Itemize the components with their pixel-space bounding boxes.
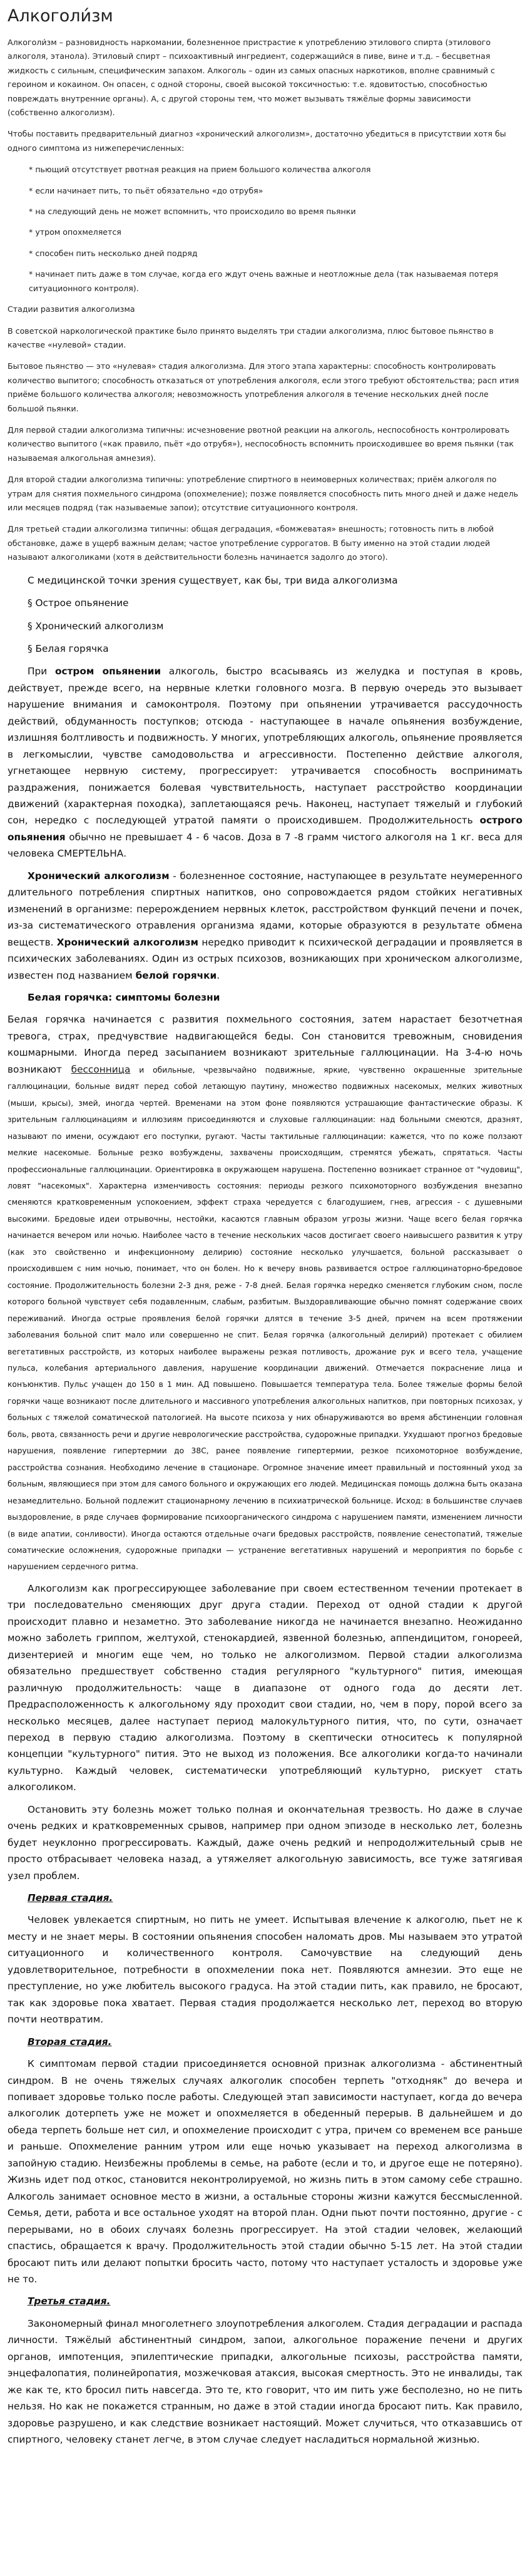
stop-paragraph: Остановить эту болезнь может только полная и окончательная трезвость. Но даже в случае очень редких и кратковременных срывов, например при одном эпизоде в несколько лет, болезнь будет неуклонно прогрессировать. Каждый, даже очень редкий и непродолжительный срыв не просто отбрасывает человека назад, а утяжеляет алкогольную зависимость, все туже затягивая узел проблем. (8, 1803, 522, 1882)
types-lead: С медицинской точки зрения существует, как бы, три вида алкоголизма (28, 574, 398, 586)
chronic-paragraph: Хронический алкоголизм - болезненное состояние, наступающее в результате неумеренного длительного потребления спиртных напитков, оно сопровождается рядом стойких негативных изменений в организме: перерождением нервных клеток, расстройством функций печени и почек, из-за систематического отравления организма ядами, которые образуются в результате обмена веществ. Хронический алкоголизм нередко приводит к психической деградации и проявляется в психических заболеваниях. Один из острых психозов, возникающих при хроническом алкоголизме, известен под названием белой горячки. (8, 870, 522, 981)
symptom-item: * пьющий отсутствует рвотная реакция на прием большого количества алкоголя (29, 165, 371, 175)
dt-heading: Белая горячка: симптомы болезни (28, 992, 220, 1004)
stages-paragraph: Для первой стадии алкоголизма типичны: исчезновение рвотной реакции на алкоголь, неспособность контролировать количество выпитого («как правило, пьёт «до отрубя»), неспособность вспомнить происходившее во время пьянки (так называемая алкогольная амнезия). (8, 425, 514, 463)
stages-paragraph: В советской наркологической практике было принято выделять три стадии алкоголизма, плюс бытовое пьянство в качестве «нулевой» стадии. (8, 326, 494, 349)
symptom-item: * на следующий день не может вспомнить, что происходило во время пьянки (29, 207, 356, 217)
types-item: § Белая горячка (28, 642, 109, 654)
main-section (8, 572, 522, 2448)
stages-paragraph: Для третьей стадии алкоголизма типичны: общая деградация, «бомжеватая» внешность; готовность пить в любой обстановке, даже в ущерб важным делам; частое употребление суррогатов. В быту именно на этой стадии людей называют алкоголиками (хотя в действительности болезнь начинается задолго до этого). (8, 524, 494, 562)
section-heading: Стадии развития алкоголизма (8, 304, 135, 314)
types-item: § Хронический алкоголизм (28, 620, 164, 632)
stage2-paragraph: К симптомам первой стадии присоединяется основной признак алкоголизма - абстинентный синдром. В не очень тяжелых случаях алкоголик способен терпеть "отходняк" до вечера и попивает здоровье только после работы. Следующей этап зависимости наступает, когда до вечера алкоголик дотерпеть уже не может и опохмеляется в обеденный перерыв. В дальнейшем и до обеда терпеть больше нет сил, и опохмеление происходит с утра, причем со временем все раньше и раньше. Опохмеление ранним утром или еще ночью указывает на переход алкоголизма в запойную стадию. Неизбежны проблемы в семье, на работе (если и то, и другое еще не потеряно). Жизнь идет под откос, становится неконтролируемой, но жизнь пить в этом самому себе страшно. Алкоголь занимает основное место в жизни, а остальные стороны жизни кажутся бессмысленной. Семья, дети, работа и все остальное уходят на второй план. Одни пьют почти постоянно, другие - с перерывами, но в обоих случаях болезнь прогрессирует. На этой стадии человек, желающий спастись, обращается к врачу. Продолжительность этой стадии обычно 5-15 лет. На этой стадии бросают пить или делают попытки бросить часто, потому что наступает усталость и здоровье уже не то. (8, 2058, 522, 2285)
stage1-heading: Первая стадия. (28, 1892, 113, 1904)
stage2-heading: Вторая стадия. (28, 2036, 112, 2048)
stage3-heading: Третья стадия. (28, 2295, 111, 2307)
intro-paragraph: Чтобы поставить предварительный диагноз «хронический алкоголизм», достаточно убедиться в присутствии хотя бы одного симптома из нижеперечисленных: (8, 129, 506, 153)
progressive-paragraph: Алкоголизм как прогрессирующее заболевание при своем естественном течении протекает в три последовательно сменяющих друг друга стадии. Переход от одной стадии к другой происходит плавно и незаметно. Это заболевание никогда не начинается внезапно. Неожиданно можно заболеть гриппом, желтухой, стенокардией, язвенной болезнью, аппендицитом, гонореей, дизентерией и многим еще чем, но только не алкоголизмом. Первой стадии алкоголизма обязательно предшествует собственно стадия регулярного "культурного" пития, имеющая различную продолжительность: чаще в диапазоне от одного года до десяти лет. Предрасположенность к алкогольному яду проходит свои стадии, но, чем в пору, порой всего за несколько месяцев, далее наступает период малокультурного пития, что, по сути, означает переход в первую стадию алкоголизма. Поэтому в скептически относитесь к популярной концепции "культурного" пития. Это не выход из положения. Все алкоголики когда-то начинали культурно. Каждый человек, систематически употребляющий культурно, рискует стать алкоголиком. (8, 1582, 522, 1793)
types-item: § Острое опьянение (28, 597, 129, 609)
intro-section (8, 36, 522, 565)
stage1-paragraph: Человек увлекается спиртным, но пить не умеет. Испытывая влечение к алкоголю, пьет не к месту и не знает меры. В состоянии опьянения способен наломать дров. Мы называем это утратой ситуационного и количественного контроля. Самочувствие на следующий день удовлетворительное, потребности в опохмелении пока нет. Появляются амнезии. Это еще не преступление, но уже любитель высокого градуса. На этой стадии пить, как правило, не бросают, так как здоровье пока хватает. Первая стадия продолжается несколько лет, переход во вторую почти неотвратим. (8, 1914, 522, 2026)
stages-paragraph: Бытовое пьянство — это «нулевая» стадия алкоголизма. Для этого этапа характерны: способность контролировать количество выпитого; способность отказаться от употребления алкоголя, если этого требуют обстоятельства; расп ития приёме большого количества алкоголя; невозможность употребления алкоголя в течение нескольких дней после большой пьянки. (8, 361, 519, 413)
page-title: Алкоголи́зм (8, 6, 113, 26)
stage3-paragraph: Закономерный финал многолетнего злоупотребления алкоголем. Стадия деградации и распада личности. Тяжёлый абстинентный синдром, запои, алкогольное поражение печени и других органов, импотенция, эпилептические припадки, алкогольные психозы, расстройства памяти, энцефалопатия, полинейропатия, мозжечковая атаксия, высокая смертность. Это не инвалиды, так же как те, кто бросил пить навсегда. Это те, кто говорит, что им пить уже бесполезно, но не пить нельзя. Но как не покажется странным, но даже в этой стадии иногда бросают пить. Как правило, здоровье разрушено, и как следствие возникает настоящий. Может случиться, что отказавшись от спиртного, человеку станет легче, в этом случае следует насладиться нормальной жизнью. (8, 2317, 522, 2446)
insomnia-link[interactable]: бессонница (71, 1063, 131, 1075)
dt-paragraph: Белая горячка начинается с развития похмельного состояния, затем нарастает безотчетная тревога, страх, предчувствие надвигающейся беды. Сон становится тревожным, сновидения кошмарными. Иногда перед засыпанием возникают зрительные галлюцинации. На 3-4-ю ночь возникают бессонница и обильные, чрезвычайно подвижные, яркие, чувственно окрашенные зрительные галлюцинации, больные видят перед собой летающую паутину, множество подвижных насекомых, мелких животных (мыши, крысы), змей, иногда чертей. Временами на этом фоне появляются устрашающие фантастические образы. К зрительным галлюцинациям и иллюзиям присоединяются и слуховые галлюцинации: над больными смеются, дразнят, называют по имени, осуждают его поступки, ругают. Часты тактильные галлюцинации: кажется, что по коже ползают мелкие насекомые. Больные резко возбуждены, захвачены происходящим, стремятся убежать, спрятаться. Часты профессиональные галлюцинации. Ориентировка в окружающем нарушена. Постепенно возникает странное от "чудовищ", ловят "насекомых". Характерна изменчивость состояния: периоды резкого психомоторного возбуждения внезапно сменяются кратковременным успокоением, эффект страха чередуется с благодушием, гнев, агрессия - с душевными высокими. Бредовые идеи отрывочны, нестойки, касаются главным образом угрозы жизни. Чаще всего белая горячка начинается вечером или ночью. Наиболее часто в течение нескольких часов достигает своего наивысшего развития к утру (как это свойственно и инфекционному делирию) состояние несколько улучшается, больной рассказывает о происходившем с ним ночью, понимает, что он болен. Но к вечеру вновь развивается острое галлюцинаторно-бредовое состояние. Продолжительность болезни 2-3 дня, реже - 7-8 дней. Белая горячка нередко сменяется глубоким сном, после которого больной чувствует себя подавленным, слабым, разбитым. Выздоравливающие обычно помнят содержание своих переживаний. Иногда острые проявления белой горячки длятся в течение 3-5 дней, причем на всем протяжении заболевания больной спит мало или совершенно не спит. Белая горячка (алкогольный делирий) протекает с обилием вегетативных расстройств, из которых наиболее выражены резкая потливость, дрожание рук и всего тела, учащение пульса, колебания артериального давления, нарушение координации движений. Отмечается покраснение лица и конъюнктив. Пульс учащен до 150 в 1 мин. АД повышено. Повышается температура тела. Более тяжелые формы белой горячки чаще возникают после длительного и массивного употребления алкогольных напитков, при повторных психозах, у больных с тяжелой соматической патологией. На высоте психоза у них обнаруживаются во время абстиненции головная боль, рвота, связанность речи и другие неврологические расстройства, судорожные припадки. Ухудшают прогноз бредовые нарушения, появление гипертермии до 38С, ранее появление гипертермии, резкое психомоторное возбуждение, расстройства сознания. Необходимо лечение в стационаре. Огромное значение имеет правильный и постоянный уход за больным, являющиеся при этом для самого больного и окружающих его людей. Медицинская помощь должна быть оказана незамедлительно. Больной подлежит стационарному лечению в психиатрической больнице. Исход: в большинстве случаев выздоровление, в ряде случаев формирование психоорганического синдрома с нарушением памяти, изменением личности (в виде апатии, сонливости). Иногда остаются отдельные очаги бредовых расстройств, появление сенестопатий, тяжелые соматические осложнения, судорожные припадки — устранение вегетативных нарушений и мероприятия по борьбе с нарушением сердечного ритма. (8, 1014, 522, 1572)
intro-paragraph: Алкоголи́зм – разновидность наркомании, болезненное пристрастие к употреблению этилового спирта (этилового алкоголя, этанола). Этиловый спирт – психоактивный ингредиент, содержащийся в пиве, вине и т.д. – бесцветная жидкость с сильным, специфическим запахом. Алкоголь – один из самых опасных наркотиков, вполне сравнимый с героином и кокаином. Он опасен, с одной стороны, своей высокой токсичностью: т.е. ядовитостью, способностью повреждать внутренние органы). А, с другой стороны тем, что может вызывать тяжёлые формы зависимости (собственно алкоголизм). (8, 38, 495, 118)
symptom-item: * начинает пить даже в том случае, когда его ждут очень важные и неотложные дела (так называемая потеря ситуационного контроля). (29, 269, 499, 293)
symptom-item: * способен пить несколько дней подряд (29, 248, 198, 258)
symptom-item: * утром опохмеляется (29, 227, 121, 237)
acute-paragraph: При остром опьянении алкоголь, быстро всасываясь из желудка и поступая в кровь, действует, прежде всего, на нервные клетки головного мозга. В первую очередь это вызывает нарушение внимания и самоконтроля. Поэтому при опьянении утрачивается рассудочность действий, обдуманность поступков; отсюда - наступающее в начале опьянения возбуждение, излишняя болтливость и подвижность. У многих, употребляющих алкоголь, опьянение проявляется в легкомыслии, чувстве самодовольства и агрессивности. Постепенно действие алкоголя, угнетающее нервную систему, прогрессирует: утрачивается способность воспринимать раздражения, понижается болевая чувствительность, наступает расстройство координации движений (характерная походка), заплетающаяся речь. Наконец, наступает тяжелый и глубокий сон, нередко с последующей утратой памяти о происходившем. Продолжительность острого опьянения обычно не превышает 4 - 6 часов. Доза в 7 -8 грамм чистого алкоголя на 1 кг. веса для человека СМЕРТЕЛЬНА. (8, 666, 522, 860)
symptom-item: * если начинает пить, то пьёт обязательно «до отрубя» (29, 185, 263, 195)
stages-paragraph: Для второй стадии алкоголизма типичны: употребление спиртного в неимоверных количествах; приём алкоголя по утрам для снятия похмельного синдрома (опохмеление); позже появляется способность пить много дней и даже недель или месяцев подряд (так называемые запои); отсутствие ситуационного контроля. (8, 475, 519, 512)
types-list (28, 572, 522, 657)
